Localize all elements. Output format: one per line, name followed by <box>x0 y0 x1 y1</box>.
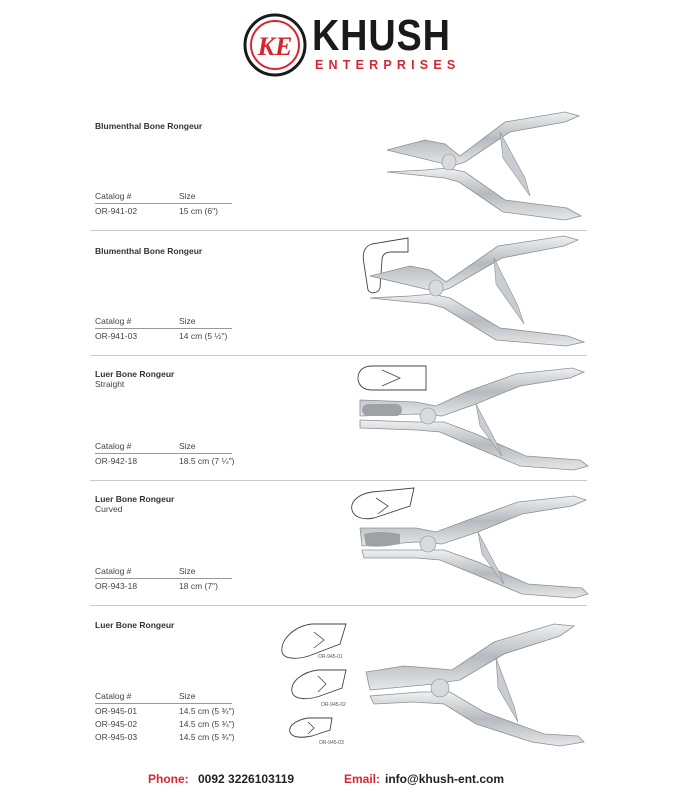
size-value: 14 cm (5 ½") <box>179 331 228 341</box>
catalog-header: Catalog # <box>95 316 132 326</box>
size-header: Size <box>179 316 196 326</box>
brand-subtitle: ENTERPRISES <box>315 58 461 72</box>
size-header: Size <box>179 566 196 576</box>
luer-rongeur-image <box>364 618 588 750</box>
email-label: Email: <box>344 772 381 786</box>
catalog-number: OR-943-18 <box>95 581 138 591</box>
jaw-tip-outline-03 <box>286 714 336 740</box>
size-value: 15 cm (6") <box>179 206 218 216</box>
size-value: 14.5 cm (5 ¾") <box>179 732 235 742</box>
header-rule <box>95 578 232 579</box>
section-divider <box>90 230 587 231</box>
header-rule <box>95 203 232 204</box>
catalog-number: OR-945-02 <box>95 719 138 729</box>
header <box>0 0 689 95</box>
jaw-tip-outline-02 <box>288 666 350 702</box>
luer-rongeur-straight-image <box>356 364 592 474</box>
section-divider <box>90 605 587 606</box>
size-header: Size <box>179 191 196 201</box>
product-title: Blumenthal Bone Rongeur <box>95 121 203 131</box>
section-divider <box>90 480 587 481</box>
catalog-number: OR-941-03 <box>95 331 138 341</box>
header-rule <box>95 703 232 704</box>
header-rule <box>95 328 232 329</box>
catalog-number: OR-945-01 <box>95 706 138 716</box>
catalog-header: Catalog # <box>95 441 132 451</box>
logo-badge-icon <box>243 13 307 77</box>
brand-name: KHUSH <box>312 11 451 60</box>
product-title: Luer Bone Rongeur <box>95 369 175 379</box>
product-subtitle: Curved <box>95 504 123 514</box>
size-value: 18 cm (7") <box>179 581 218 591</box>
footer-contact <box>0 772 689 794</box>
tip-label: OR-945-02 <box>321 702 346 708</box>
size-header: Size <box>179 441 196 451</box>
product-title: Luer Bone Rongeur <box>95 494 175 504</box>
header-rule <box>95 453 232 454</box>
product-title: Luer Bone Rongeur <box>95 620 175 630</box>
phone-label: Phone: <box>148 772 189 786</box>
tip-label: OR-945-01 <box>318 654 343 660</box>
product-title: Blumenthal Bone Rongeur <box>95 246 203 256</box>
size-value: 18.5 cm (7 ¼") <box>179 456 235 466</box>
phone-number[interactable]: 0092 3226103119 <box>198 772 295 786</box>
catalog-header: Catalog # <box>95 691 132 701</box>
luer-rongeur-curved-image <box>356 490 592 600</box>
email-address[interactable]: info@khush-ent.com <box>385 772 505 786</box>
section-divider <box>90 355 587 356</box>
size-value: 14.5 cm (5 ¾") <box>179 706 235 716</box>
product-subtitle: Straight <box>95 379 125 389</box>
blumenthal-rongeur-image <box>385 108 585 226</box>
logo-monogram: KE <box>257 32 293 61</box>
catalog-number: OR-942-18 <box>95 456 138 466</box>
catalog-number: OR-941-02 <box>95 206 138 216</box>
tip-label: OR-945-03 <box>319 740 344 746</box>
catalog-header: Catalog # <box>95 566 132 576</box>
size-header: Size <box>179 691 196 701</box>
blumenthal-rongeur-image <box>368 232 590 352</box>
size-value: 14.5 cm (5 ¾") <box>179 719 235 729</box>
catalog-header: Catalog # <box>95 191 132 201</box>
catalog-number: OR-945-03 <box>95 732 138 742</box>
